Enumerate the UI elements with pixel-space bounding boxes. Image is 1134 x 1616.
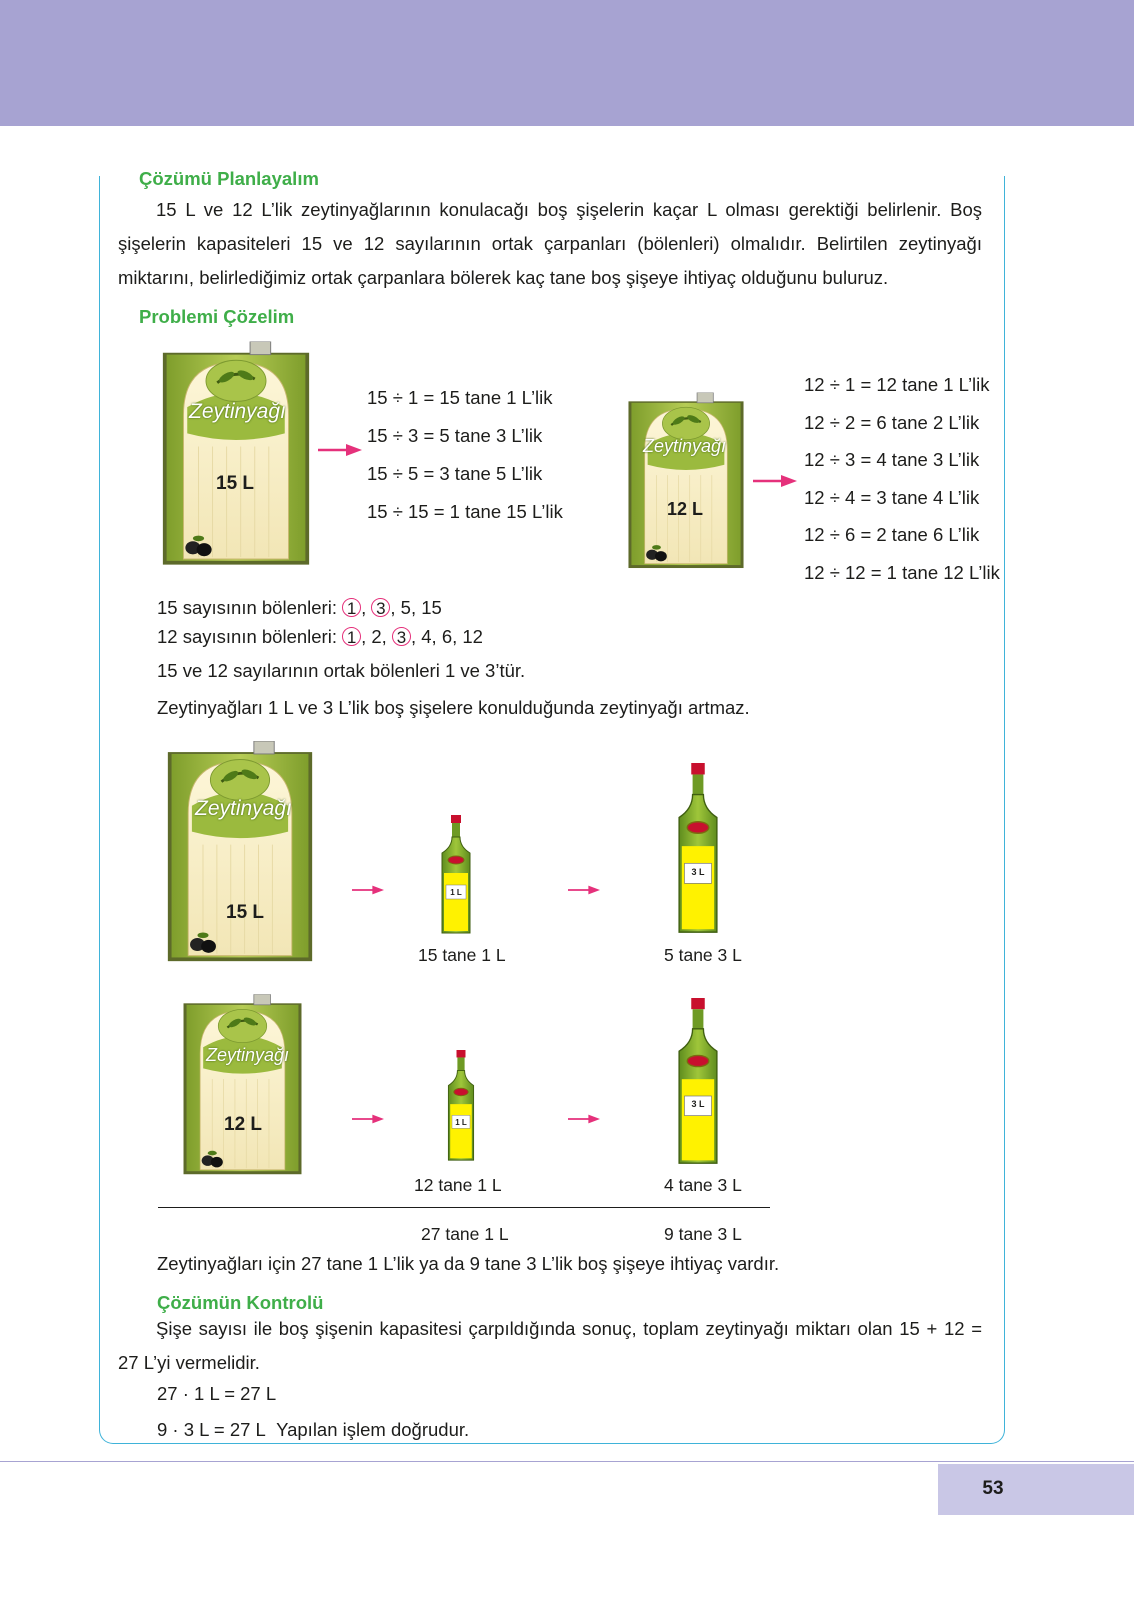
division-12-3: 12 ÷ 3 = 4 tane 3 L’lik — [804, 449, 980, 470]
olive-oil-can-12l-row — [182, 985, 303, 1185]
olive-oil-can-icon — [166, 730, 314, 974]
can-brand: Zeytinyağı — [195, 797, 292, 820]
division-12-1: 12 ÷ 1 = 12 tane 1 L’lik — [804, 374, 990, 395]
oil-bottle-icon — [671, 763, 725, 935]
footer-rule — [0, 1461, 1134, 1462]
circled-divisor: 3 — [392, 627, 411, 646]
caption-r1-3l: 5 tane 3 L — [664, 945, 742, 965]
check-equation-2-text: 9 · 3 L = 27 L — [157, 1419, 266, 1440]
divisors-12 — [157, 625, 483, 649]
divisors-15-rest: , 5, 15 — [390, 597, 442, 618]
need-sentence: Zeytinyağları için 27 tane 1 L’lik ya da 9 tane 3 L’lik boş şişeye ihtiyaç vardır. — [157, 1253, 780, 1274]
caption-r2-3l: 4 tane 3 L — [664, 1175, 742, 1195]
page-number: 53 — [982, 1478, 1004, 1499]
divisors-12-prefix: 12 sayısının bölenleri: — [157, 626, 343, 647]
oil-bottle-icon — [436, 815, 476, 935]
can-volume-label: 15 L — [216, 473, 255, 494]
common-divisors: 15 ve 12 sayılarının ortak bölenleri 1 ve 3’tür. — [157, 660, 526, 681]
bottle-label: 1 L — [450, 888, 462, 897]
olive-oil-can-15l — [161, 333, 311, 575]
divisors-15-prefix: 15 sayısının bölenleri: — [157, 597, 343, 618]
arrow-right-icon — [352, 883, 384, 897]
bottle-3l — [671, 763, 725, 935]
bottle-1l — [436, 815, 476, 935]
heading-solve: Problemi Çözelim — [139, 306, 295, 327]
caption-r1-1l: 15 tane 1 L — [418, 945, 506, 965]
top-band — [0, 0, 1134, 126]
check-equation-1: 27 · 1 L = 27 L — [157, 1383, 277, 1404]
arrow-right-icon — [318, 443, 362, 457]
division-15-4: 15 ÷ 15 = 1 tane 15 L’lik — [367, 501, 563, 522]
caption-total-3l: 9 tane 3 L — [664, 1224, 742, 1244]
bottle-1l — [443, 1050, 479, 1162]
plan-paragraph: 15 L ve 12 L’lik zeytinyağlarının konulacağı boş şişelerin kaçar L olması gerektiği belirlenir. Boş şişelerin kapasiteleri 15 ve 12 sayılarının ortak çarpanları (bölenleri) olmalıdır. Belirtilen zeytinyağı miktarını, belirlediğimiz ortak çarpanlara bölerek kaç tane boş şişeye ihtiyaç olduğunu buluruz. — [118, 199, 982, 288]
division-12-2: 12 ÷ 2 = 6 tane 2 L’lik — [804, 412, 980, 433]
division-12-4: 12 ÷ 4 = 3 tane 4 L’lik — [804, 487, 980, 508]
can-volume-label: 12 L — [667, 499, 704, 519]
heading-plan: Çözümü Planlayalım — [139, 168, 319, 189]
division-12-6: 12 ÷ 12 = 1 tane 12 L’lik — [804, 562, 1000, 583]
can-volume-label: 15 L — [226, 902, 265, 923]
bottle-label: 3 L — [691, 1099, 705, 1109]
can-brand: Zeytinyağı — [189, 400, 286, 423]
circled-divisor: 1 — [342, 627, 361, 646]
olive-oil-can-icon — [182, 985, 303, 1185]
arrow-right-icon — [753, 474, 797, 488]
no-spill-sentence: Zeytinyağları 1 L ve 3 L’lik boş şişelere konulduğunda zeytinyağı artmaz. — [157, 697, 750, 718]
check-paragraph: Şişe sayısı ile boş şişenin kapasitesi çarpıldığında sonuç, toplam zeytinyağı miktarı olan 15 + 12 = 27 L’yi vermelidir. — [118, 1318, 982, 1373]
divisors-12-rest: , 4, 6, 12 — [410, 626, 483, 647]
check-result: Yapılan işlem doğrudur. — [276, 1419, 470, 1440]
arrow-right-icon — [352, 1112, 384, 1126]
sum-rule — [158, 1207, 770, 1208]
can-brand: Zeytinyağı — [206, 1045, 290, 1065]
division-15-1: 15 ÷ 1 = 15 tane 1 L’lik — [367, 387, 553, 408]
oil-bottle-icon — [671, 998, 725, 1166]
bottle-3l — [671, 998, 725, 1166]
olive-oil-can-icon — [627, 378, 745, 584]
circled-divisor: 1 — [342, 598, 361, 617]
caption-total-1l: 27 tane 1 L — [421, 1224, 509, 1244]
can-volume-label: 12 L — [224, 1114, 263, 1135]
bottle-label: 1 L — [455, 1118, 467, 1127]
division-15-2: 15 ÷ 3 = 5 tane 3 L’lik — [367, 425, 543, 446]
division-12-5: 12 ÷ 6 = 2 tane 6 L’lik — [804, 524, 980, 545]
arrow-right-icon — [568, 1112, 600, 1126]
bottle-label: 3 L — [691, 867, 705, 877]
olive-oil-can-15l-row — [166, 730, 314, 974]
division-15-3: 15 ÷ 5 = 3 tane 5 L’lik — [367, 463, 543, 484]
olive-oil-can-icon — [161, 333, 311, 575]
divisors-12-mid: , 2, — [361, 626, 392, 647]
arrow-right-icon — [568, 883, 600, 897]
heading-check: Çözümün Kontrolü — [157, 1292, 324, 1313]
divisors-15: 15 sayısının bölenleri: 1 , 3 , 5, 15 — [157, 597, 442, 618]
oil-bottle-icon — [443, 1050, 479, 1162]
olive-oil-can-12l — [627, 378, 745, 584]
circled-divisor: 3 — [371, 598, 390, 617]
can-brand: Zeytinyağı — [643, 436, 727, 456]
check-equation-2 — [157, 1418, 469, 1442]
caption-r2-1l: 12 tane 1 L — [414, 1175, 502, 1195]
